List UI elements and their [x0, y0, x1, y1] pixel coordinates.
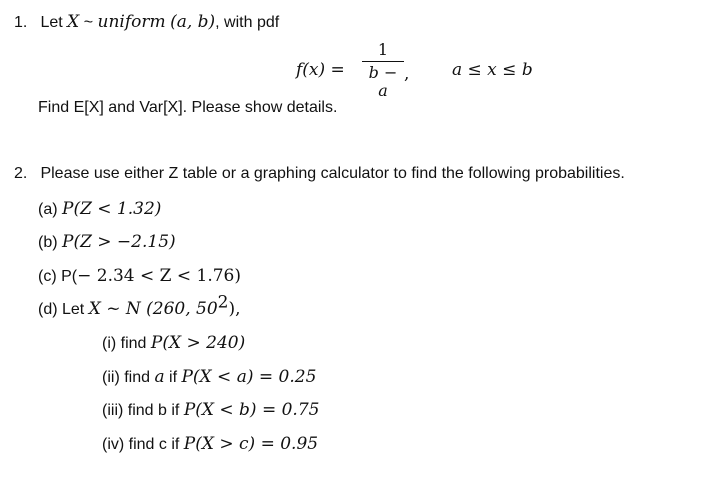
- part-expr: − 2.34 < Z < 1.76): [77, 266, 242, 286]
- pdf-lhs: f(x) =: [296, 60, 345, 80]
- q1-instruction: Find E[X] and Var[X]. Please show details.: [38, 99, 338, 116]
- pdf-support: a ≤ x ≤ b: [452, 60, 533, 80]
- subpart-var: a: [154, 367, 165, 387]
- q2-subpart-iv: [102, 434, 318, 455]
- part-label: (d) Let: [38, 301, 89, 318]
- q2-subpart-i: [102, 333, 245, 354]
- subpart-var: b: [158, 402, 167, 419]
- q2-number: 2.: [14, 165, 28, 182]
- subpart-label: (iii) find: [102, 402, 159, 419]
- q1-dist: uniform: [97, 12, 166, 32]
- subpart-label: (iv) find: [102, 436, 159, 453]
- pdf-fraction: [362, 40, 404, 100]
- subpart-var: c: [158, 436, 167, 453]
- q1-statement: [14, 12, 279, 33]
- subpart-if: if: [166, 402, 184, 419]
- subpart-condition: P(X < a) = 0.25: [181, 367, 317, 387]
- pdf-numerator: 1: [377, 40, 389, 59]
- q1-var-x: X: [67, 12, 80, 32]
- subpart-label: (i) find: [102, 335, 151, 352]
- q1-params: (a, b): [170, 12, 216, 32]
- part-expr: P(Z < 1.32): [62, 199, 162, 219]
- subpart-if: if: [164, 369, 182, 386]
- part-expr-end: ),: [228, 299, 241, 319]
- fraction-bar: [362, 61, 404, 62]
- part-expr: P(Z > −2.15): [62, 232, 176, 252]
- subpart-label: (ii) find: [102, 369, 155, 386]
- q2-subpart-ii: [102, 367, 316, 388]
- q1-text-suffix: , with pdf: [215, 14, 280, 31]
- q2-part-d: [38, 292, 241, 320]
- part-expr: X ~ N (260, 50: [88, 299, 218, 319]
- subpart-expr: P(X > 240): [150, 333, 246, 353]
- q2-part-c: [38, 266, 241, 287]
- subpart-if: if: [166, 436, 184, 453]
- subpart-condition: P(X > c) = 0.95: [183, 434, 319, 454]
- q1-number: 1.: [14, 14, 28, 31]
- part-label: (b): [38, 234, 62, 251]
- q1-text-prefix: Let: [40, 14, 68, 31]
- q2-intro: [14, 164, 625, 184]
- part-label: (a): [38, 201, 62, 218]
- part-label: (c) P(: [38, 268, 78, 285]
- pdf-denominator: b − a: [368, 63, 398, 100]
- subpart-condition: P(X < b) = 0.75: [183, 400, 320, 420]
- part-exponent: 2: [217, 292, 229, 313]
- q2-subpart-iii: [102, 400, 319, 421]
- q1-tilde: ~: [83, 14, 94, 31]
- pdf-comma: ,: [404, 64, 410, 84]
- q2-intro-text: Please use either Z table or a graphing calculator to find the following probabilities.: [40, 165, 625, 182]
- q2-part-b: [38, 232, 176, 253]
- q2-part-a: [38, 199, 161, 220]
